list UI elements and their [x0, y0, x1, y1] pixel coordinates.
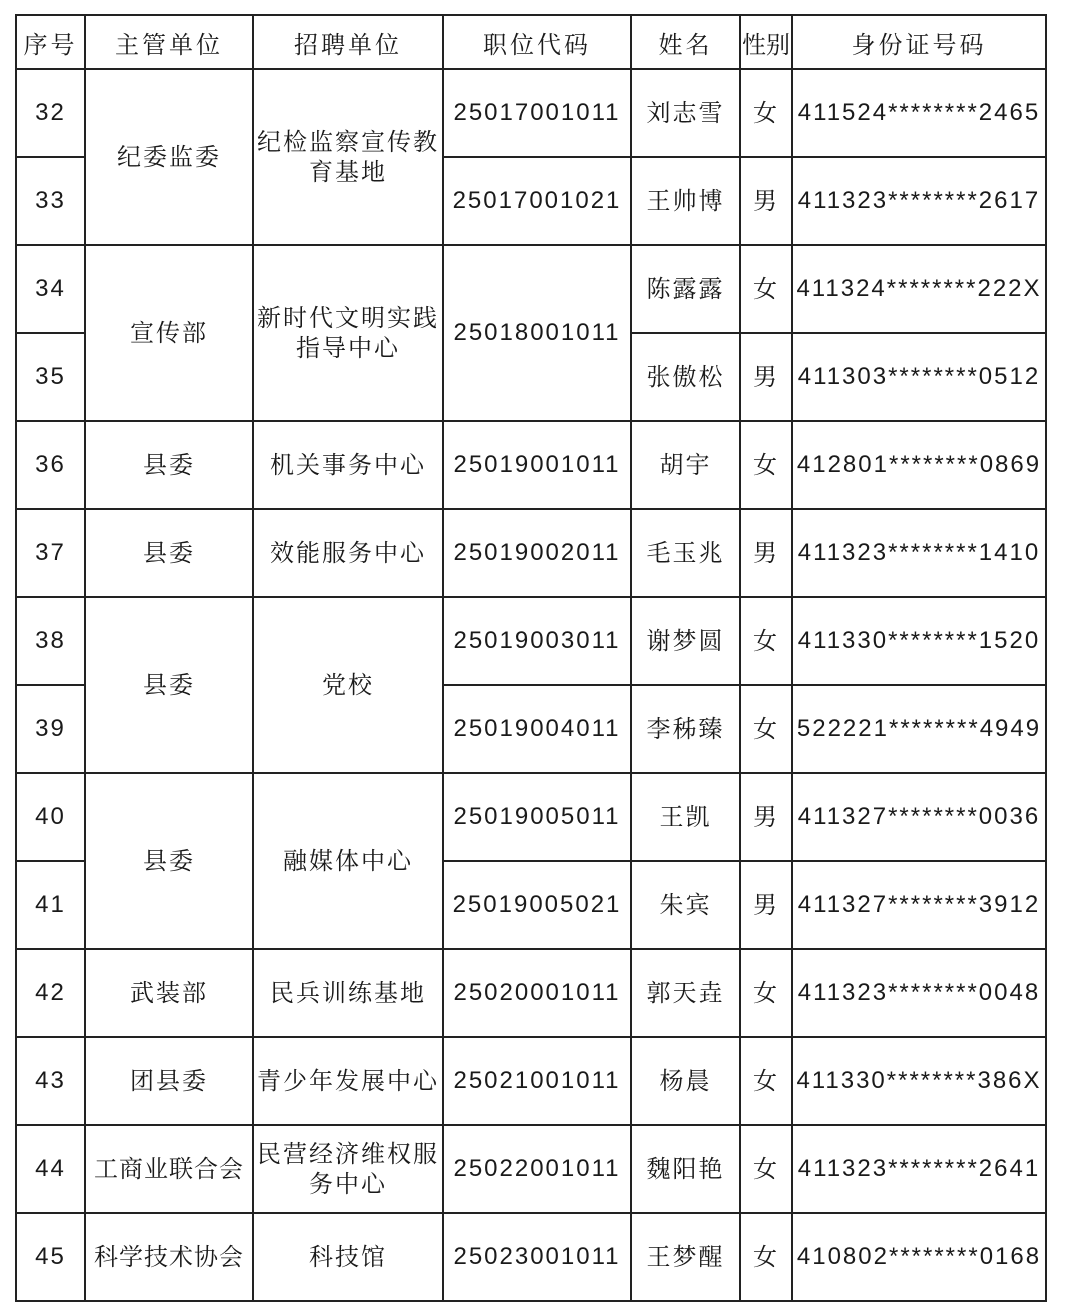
- name-cell: 王凯: [631, 773, 740, 861]
- id-cell: 411323********1410: [792, 509, 1046, 597]
- table-row: [16, 69, 1046, 157]
- gender-cell: 女: [740, 245, 792, 333]
- gender-cell: 男: [740, 773, 792, 861]
- name-cell: 胡宇: [631, 421, 740, 509]
- name-cell: 陈露露: [631, 245, 740, 333]
- dept-cell: 科学技术协会: [85, 1213, 253, 1301]
- unit-cell: 党校: [253, 597, 443, 773]
- gender-cell: 男: [740, 333, 792, 421]
- gender-cell: 男: [740, 861, 792, 949]
- code-cell: 25019003011: [443, 597, 631, 685]
- seq-cell: 38: [16, 597, 85, 685]
- header-code: 职位代码: [443, 15, 631, 69]
- unit-cell: 效能服务中心: [253, 509, 443, 597]
- unit-cell: 纪检监察宣传教育基地: [253, 69, 443, 245]
- dept-cell: 县委: [85, 773, 253, 949]
- code-cell: 25019005021: [443, 861, 631, 949]
- id-cell: 411323********2617: [792, 157, 1046, 245]
- name-cell: 张傲松: [631, 333, 740, 421]
- header-id: 身份证号码: [792, 15, 1046, 69]
- table-row: [16, 245, 1046, 333]
- dept-cell: 团县委: [85, 1037, 253, 1125]
- dept-cell: 纪委监委: [85, 69, 253, 245]
- code-cell: 25019002011: [443, 509, 631, 597]
- id-cell: 411323********0048: [792, 949, 1046, 1037]
- unit-cell: 科技馆: [253, 1213, 443, 1301]
- seq-cell: 42: [16, 949, 85, 1037]
- id-cell: 522221********4949: [792, 685, 1046, 773]
- gender-cell: 女: [740, 949, 792, 1037]
- table-row: [16, 949, 1046, 1037]
- id-cell: 410802********0168: [792, 1213, 1046, 1301]
- unit-cell: 民营经济维权服务中心: [253, 1125, 443, 1213]
- seq-cell: 44: [16, 1125, 85, 1213]
- table-row: [16, 1213, 1046, 1301]
- recruitment-roster-table: [15, 14, 1047, 1302]
- code-cell: 25017001011: [443, 69, 631, 157]
- code-cell: 25017001021: [443, 157, 631, 245]
- header-dept: 主管单位: [85, 15, 253, 69]
- table-row: [16, 773, 1046, 861]
- gender-cell: 女: [740, 597, 792, 685]
- code-cell: 25020001011: [443, 949, 631, 1037]
- unit-cell: 民兵训练基地: [253, 949, 443, 1037]
- seq-cell: 39: [16, 685, 85, 773]
- code-cell: 25019004011: [443, 685, 631, 773]
- id-cell: 411324********222X: [792, 245, 1046, 333]
- unit-cell: 融媒体中心: [253, 773, 443, 949]
- unit-cell: 新时代文明实践指导中心: [253, 245, 443, 421]
- unit-cell: 机关事务中心: [253, 421, 443, 509]
- gender-cell: 女: [740, 69, 792, 157]
- id-cell: 411524********2465: [792, 69, 1046, 157]
- name-cell: 刘志雪: [631, 69, 740, 157]
- gender-cell: 男: [740, 157, 792, 245]
- seq-cell: 41: [16, 861, 85, 949]
- seq-cell: 40: [16, 773, 85, 861]
- table-row: [16, 1037, 1046, 1125]
- code-cell: 25021001011: [443, 1037, 631, 1125]
- seq-cell: 37: [16, 509, 85, 597]
- gender-cell: 女: [740, 1213, 792, 1301]
- name-cell: 毛玉兆: [631, 509, 740, 597]
- gender-cell: 女: [740, 421, 792, 509]
- header-name: 姓名: [631, 15, 740, 69]
- table-row: [16, 597, 1046, 685]
- table-row: [16, 509, 1046, 597]
- id-cell: 411303********0512: [792, 333, 1046, 421]
- table-row: [16, 421, 1046, 509]
- name-cell: 朱宾: [631, 861, 740, 949]
- dept-cell: 县委: [85, 421, 253, 509]
- seq-cell: 36: [16, 421, 85, 509]
- seq-cell: 45: [16, 1213, 85, 1301]
- id-cell: 411330********386X: [792, 1037, 1046, 1125]
- code-cell: 25023001011: [443, 1213, 631, 1301]
- table-header-row: [16, 15, 1046, 69]
- dept-cell: 县委: [85, 509, 253, 597]
- gender-cell: 女: [740, 1125, 792, 1213]
- gender-cell: 女: [740, 685, 792, 773]
- seq-cell: 32: [16, 69, 85, 157]
- code-cell: 25019005011: [443, 773, 631, 861]
- gender-cell: 男: [740, 509, 792, 597]
- header-gender: 性别: [740, 15, 792, 69]
- seq-cell: 33: [16, 157, 85, 245]
- dept-cell: 县委: [85, 597, 253, 773]
- code-cell: 25022001011: [443, 1125, 631, 1213]
- id-cell: 411323********2641: [792, 1125, 1046, 1213]
- name-cell: 郭天垚: [631, 949, 740, 1037]
- name-cell: 王帅博: [631, 157, 740, 245]
- header-unit: 招聘单位: [253, 15, 443, 69]
- seq-cell: 34: [16, 245, 85, 333]
- id-cell: 411327********3912: [792, 861, 1046, 949]
- code-cell: 25019001011: [443, 421, 631, 509]
- seq-cell: 35: [16, 333, 85, 421]
- name-cell: 谢梦圆: [631, 597, 740, 685]
- name-cell: 王梦醒: [631, 1213, 740, 1301]
- dept-cell: 武装部: [85, 949, 253, 1037]
- id-cell: 411330********1520: [792, 597, 1046, 685]
- id-cell: 411327********0036: [792, 773, 1046, 861]
- dept-cell: 工商业联合会: [85, 1125, 253, 1213]
- name-cell: 魏阳艳: [631, 1125, 740, 1213]
- code-cell: 25018001011: [443, 245, 631, 421]
- name-cell: 杨晨: [631, 1037, 740, 1125]
- table-row: [16, 1125, 1046, 1213]
- unit-cell: 青少年发展中心: [253, 1037, 443, 1125]
- header-seq: 序号: [16, 15, 85, 69]
- seq-cell: 43: [16, 1037, 85, 1125]
- id-cell: 412801********0869: [792, 421, 1046, 509]
- name-cell: 李秭臻: [631, 685, 740, 773]
- gender-cell: 女: [740, 1037, 792, 1125]
- dept-cell: 宣传部: [85, 245, 253, 421]
